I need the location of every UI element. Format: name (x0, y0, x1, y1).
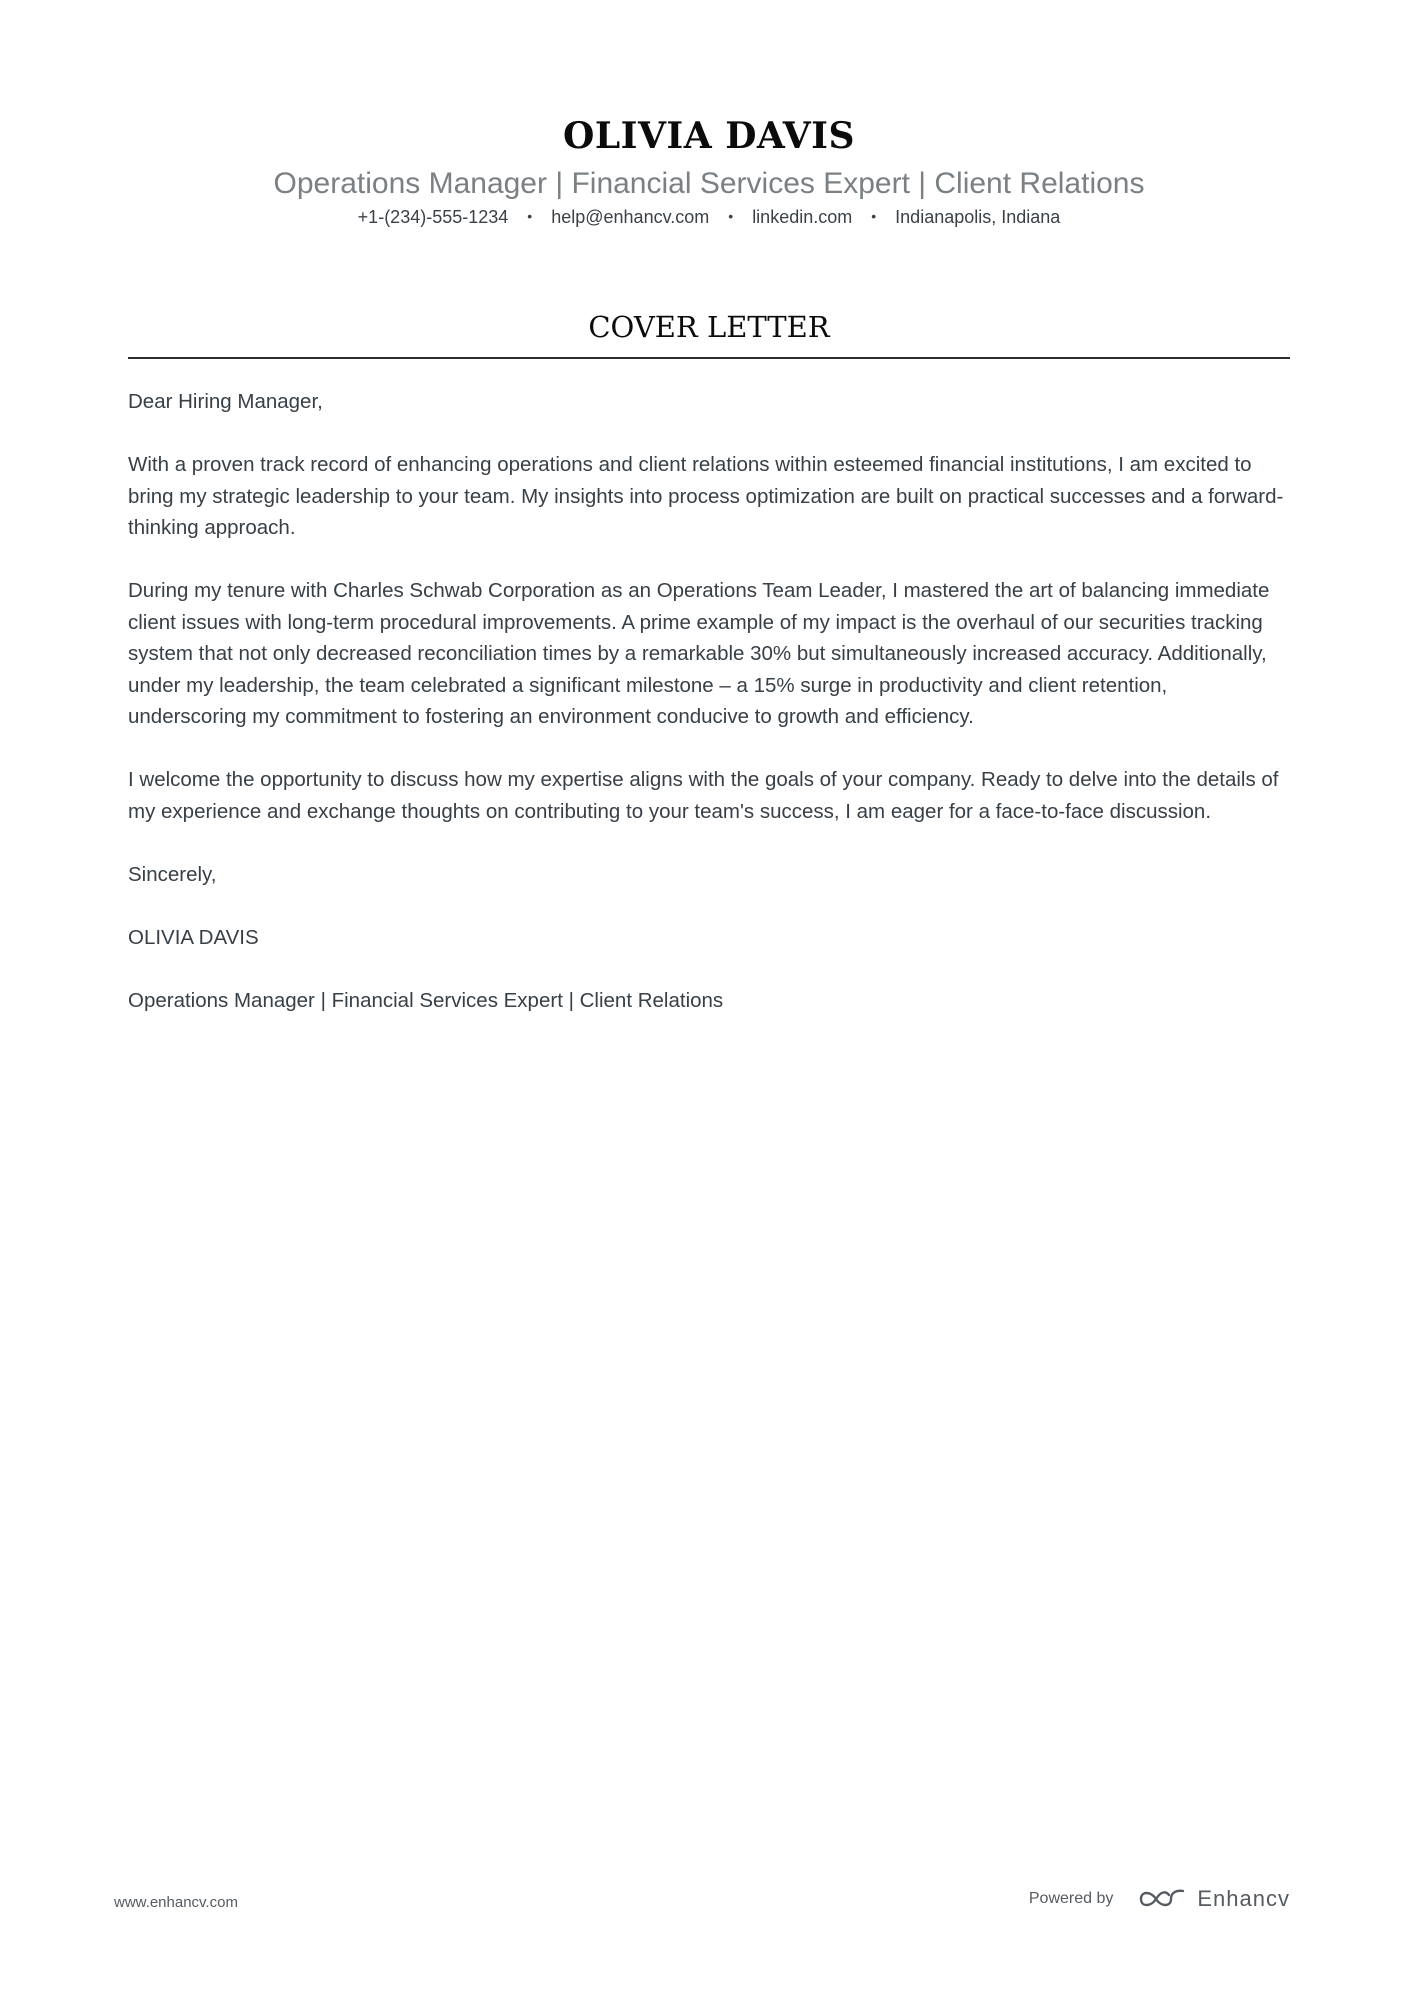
letter-body (128, 386, 1290, 1048)
contact-linkedin[interactable]: linkedin.com (752, 207, 853, 227)
bullet-separator: • (728, 208, 734, 224)
signature-title: Operations Manager | Financial Services Expert | Client Relations (128, 988, 724, 1012)
signature-name: OLIVIA DAVIS (128, 925, 259, 949)
contact-phone[interactable]: +1-(234)-555-1234 (357, 207, 509, 227)
candidate-name: OLIVIA DAVIS (562, 115, 856, 157)
contact-email[interactable]: help@enhancv.com (551, 207, 710, 227)
candidate-subtitle: Operations Manager | Financial Services Expert | Client Relations (273, 167, 1145, 200)
brand-name: Enhancv (1197, 1886, 1290, 1911)
bullet-separator: • (871, 208, 877, 224)
closing: Sincerely, (128, 862, 217, 886)
letter-paragraph: With a proven track record of enhancing operations and client relations within esteemed financial institutions, I am excited to bring my strategic leadership to your team. My insights into process optimization are built on practical successes and a forward-thinking approach. (128, 453, 1284, 539)
bullet-separator: • (527, 208, 533, 224)
contact-line (128, 204, 1290, 229)
footer-website[interactable]: www.enhancv.com (114, 1894, 238, 1911)
letter-paragraph: During my tenure with Charles Schwab Corporation as an Operations Team Leader, I mastered the art of balancing immediate client issues with long-term procedural improvements. A prime example of my impact is the overhaul of our securities tracking system that not only decreased reconciliation times by a remarkable 30% but simultaneously increased accuracy. Additionally, under my leadership, the team celebrated a significant milestone – a 15% surge in productivity and client retention, underscoring my commitment to fostering an environment conducive to growth and efficiency. (128, 579, 1270, 728)
resume-header (128, 112, 1290, 229)
section-title: COVER LETTER (588, 310, 830, 344)
footer-branding[interactable] (1029, 1886, 1290, 1912)
letter-paragraph: I welcome the opportunity to discuss how my expertise aligns with the goals of your company. Ready to delve into the details of my experience and exchange thoughts on contributing to your team's success, I am eager for a face-to-face discussion. (128, 768, 1279, 823)
salutation: Dear Hiring Manager, (128, 390, 323, 413)
contact-location: Indianapolis, Indiana (895, 207, 1061, 227)
section-divider (128, 357, 1290, 359)
enhancv-logo-icon (1139, 1887, 1185, 1911)
powered-by-label: Powered by (1028, 1890, 1114, 1907)
